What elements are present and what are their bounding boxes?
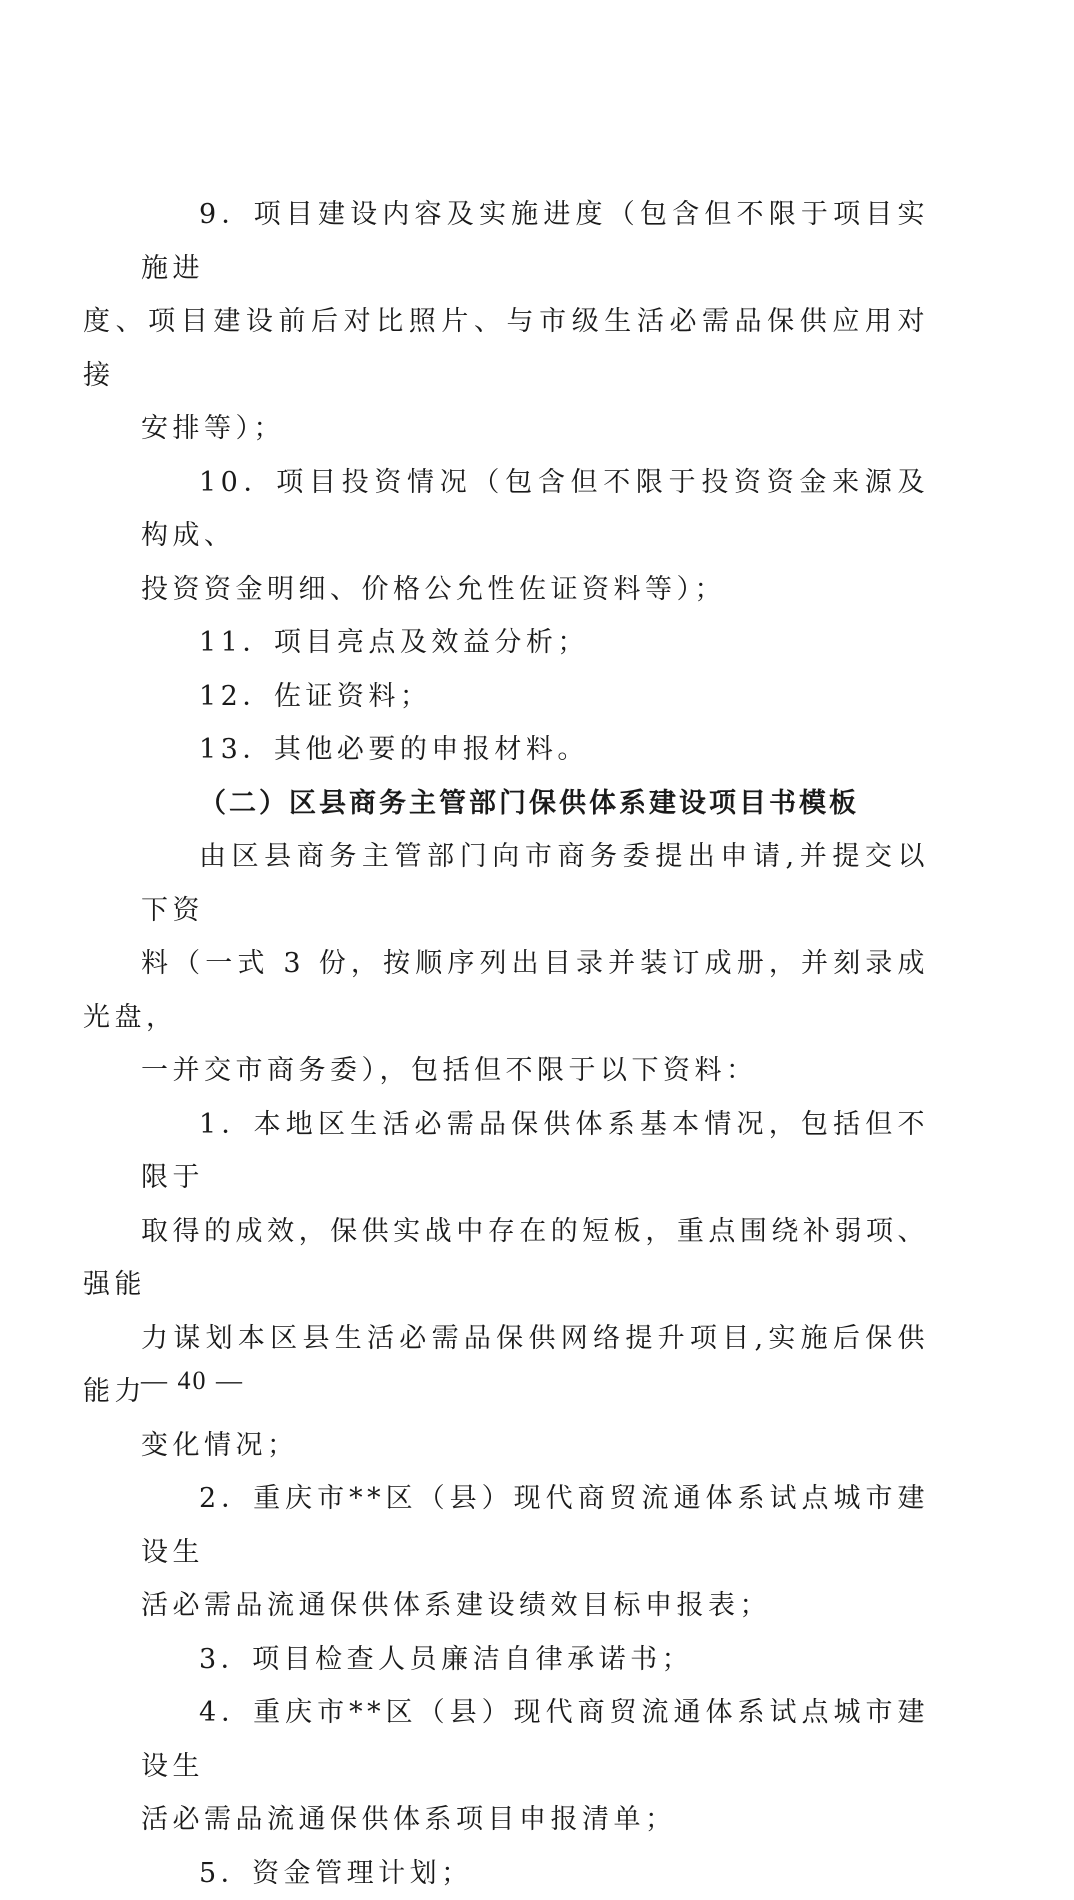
text-line: 13．其他必要的申报材料。: [141, 723, 929, 777]
list-item-11: [141, 616, 929, 670]
document-body: [141, 188, 929, 1900]
intro-paragraph: [141, 830, 929, 1098]
material-item-1: [141, 1098, 929, 1473]
section-heading: （二）区县商务主管部门保供体系建设项目书模板: [141, 777, 929, 831]
text-line: 5．资金管理计划；: [141, 1847, 929, 1900]
text-line: 度、项目建设前后对比照片、与市级生活必需品保供应用对接: [83, 295, 929, 402]
text-line: 料（一式 3 份，按顺序列出目录并装订成册，并刻录成光盘，: [83, 937, 929, 1044]
text-line: 一并交市商务委），包括但不限于以下资料：: [83, 1044, 929, 1098]
text-line: 2．重庆市**区（县）现代商贸流通体系试点城市建设生: [141, 1472, 929, 1579]
text-line: 安排等）；: [83, 402, 929, 456]
text-line: 4．重庆市**区（县）现代商贸流通体系试点城市建设生: [141, 1686, 929, 1793]
page-number: — 40 —: [141, 1366, 244, 1396]
text-line: 由区县商务主管部门向市商务委提出申请,并提交以下资: [141, 830, 929, 937]
text-line: 活必需品流通保供体系项目申报清单；: [83, 1793, 929, 1847]
text-line: 12．佐证资料；: [141, 670, 929, 724]
list-item-9: [141, 188, 929, 456]
list-item-13: [141, 723, 929, 777]
list-item-12: [141, 670, 929, 724]
text-line: 3．项目检查人员廉洁自律承诺书；: [141, 1633, 929, 1687]
text-line: 力谋划本区县生活必需品保供网络提升项目,实施后保供能力: [83, 1312, 929, 1419]
material-item-3: [141, 1633, 929, 1687]
material-item-5: [141, 1847, 929, 1900]
text-line: 活必需品流通保供体系建设绩效目标申报表；: [83, 1579, 929, 1633]
material-item-2: [141, 1472, 929, 1633]
text-line: 投资资金明细、价格公允性佐证资料等）；: [83, 563, 929, 617]
text-line: 9．项目建设内容及实施进度（包含但不限于项目实施进: [141, 188, 929, 295]
text-line: 10．项目投资情况（包含但不限于投资资金来源及构成、: [141, 456, 929, 563]
text-line: 1．本地区生活必需品保供体系基本情况，包括但不限于: [141, 1098, 929, 1205]
list-item-10: [141, 456, 929, 617]
text-line: 取得的成效，保供实战中存在的短板，重点围绕补弱项、强能: [83, 1205, 929, 1312]
text-line: 变化情况；: [83, 1419, 929, 1473]
material-item-4: [141, 1686, 929, 1847]
text-line: 11．项目亮点及效益分析；: [141, 616, 929, 670]
